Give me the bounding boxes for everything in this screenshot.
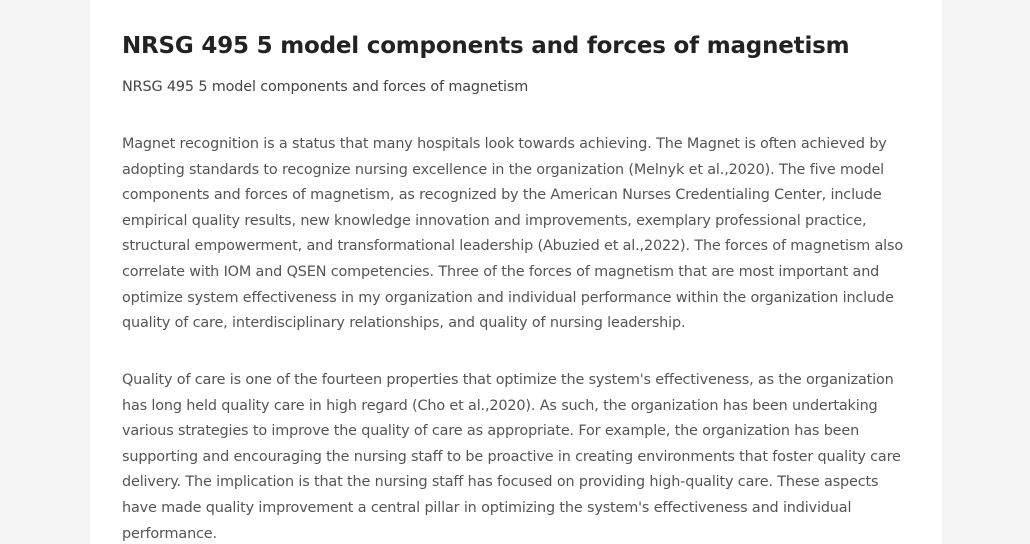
- paragraph-line: components and forces of magnetism, as recognized by the American Nurses Credentialing Center, include: [122, 187, 882, 204]
- page-title: NRSG 495 5 model components and forces of magnetism: [122, 33, 850, 59]
- paragraph-line: has long held quality care in high regard (Cho et al.,2020). As such, the organization has been undertaking: [122, 397, 878, 414]
- paragraph-magnet-recognition: [122, 132, 902, 337]
- paragraph-line: adopting standards to recognize nursing excellence in the organization (Melnyk et al.,2020). The five model: [122, 161, 885, 178]
- paragraph-line: structural empowerment, and transformational leadership (Abuzied et al.,2022). The forces of magnetism also: [122, 238, 904, 255]
- paragraph-line: quality of care, interdisciplinary relationships, and quality of nursing leadership.: [122, 315, 686, 332]
- paragraph-line: delivery. The implication is that the nursing staff has focused on providing high-quality care. These aspects: [122, 474, 879, 491]
- article-subtitle: NRSG 495 5 model components and forces of magnetism: [122, 79, 529, 95]
- paragraph-line: various strategies to improve the quality of care as appropriate. For example, the organization has been: [122, 423, 860, 440]
- paragraph-line: empirical quality results, new knowledge innovation and improvements, exemplary professional practice,: [122, 212, 867, 229]
- paragraph-quality-of-care: [122, 368, 902, 544]
- article-card: [90, 0, 942, 544]
- paragraph-line: have made quality improvement a central pillar in optimizing the system's effectiveness and individual: [122, 499, 852, 516]
- paragraph-line: Quality of care is one of the fourteen properties that optimize the system's effectiveness, as the organization: [122, 372, 894, 388]
- paragraph-line: correlate with IOM and QSEN competencies. Three of the forces of magnetism that are most important and: [122, 263, 880, 280]
- paragraph-line: Magnet recognition is a status that many hospitals look towards achieving. The Magnet is often achieved by: [122, 136, 887, 152]
- paragraph-line: supporting and encouraging the nursing staff to be proactive in creating environments that foster quality care: [122, 448, 901, 465]
- paragraph-line: performance.: [122, 525, 217, 542]
- paragraph-line: optimize system effectiveness in my organization and individual performance within the organization include: [122, 289, 894, 306]
